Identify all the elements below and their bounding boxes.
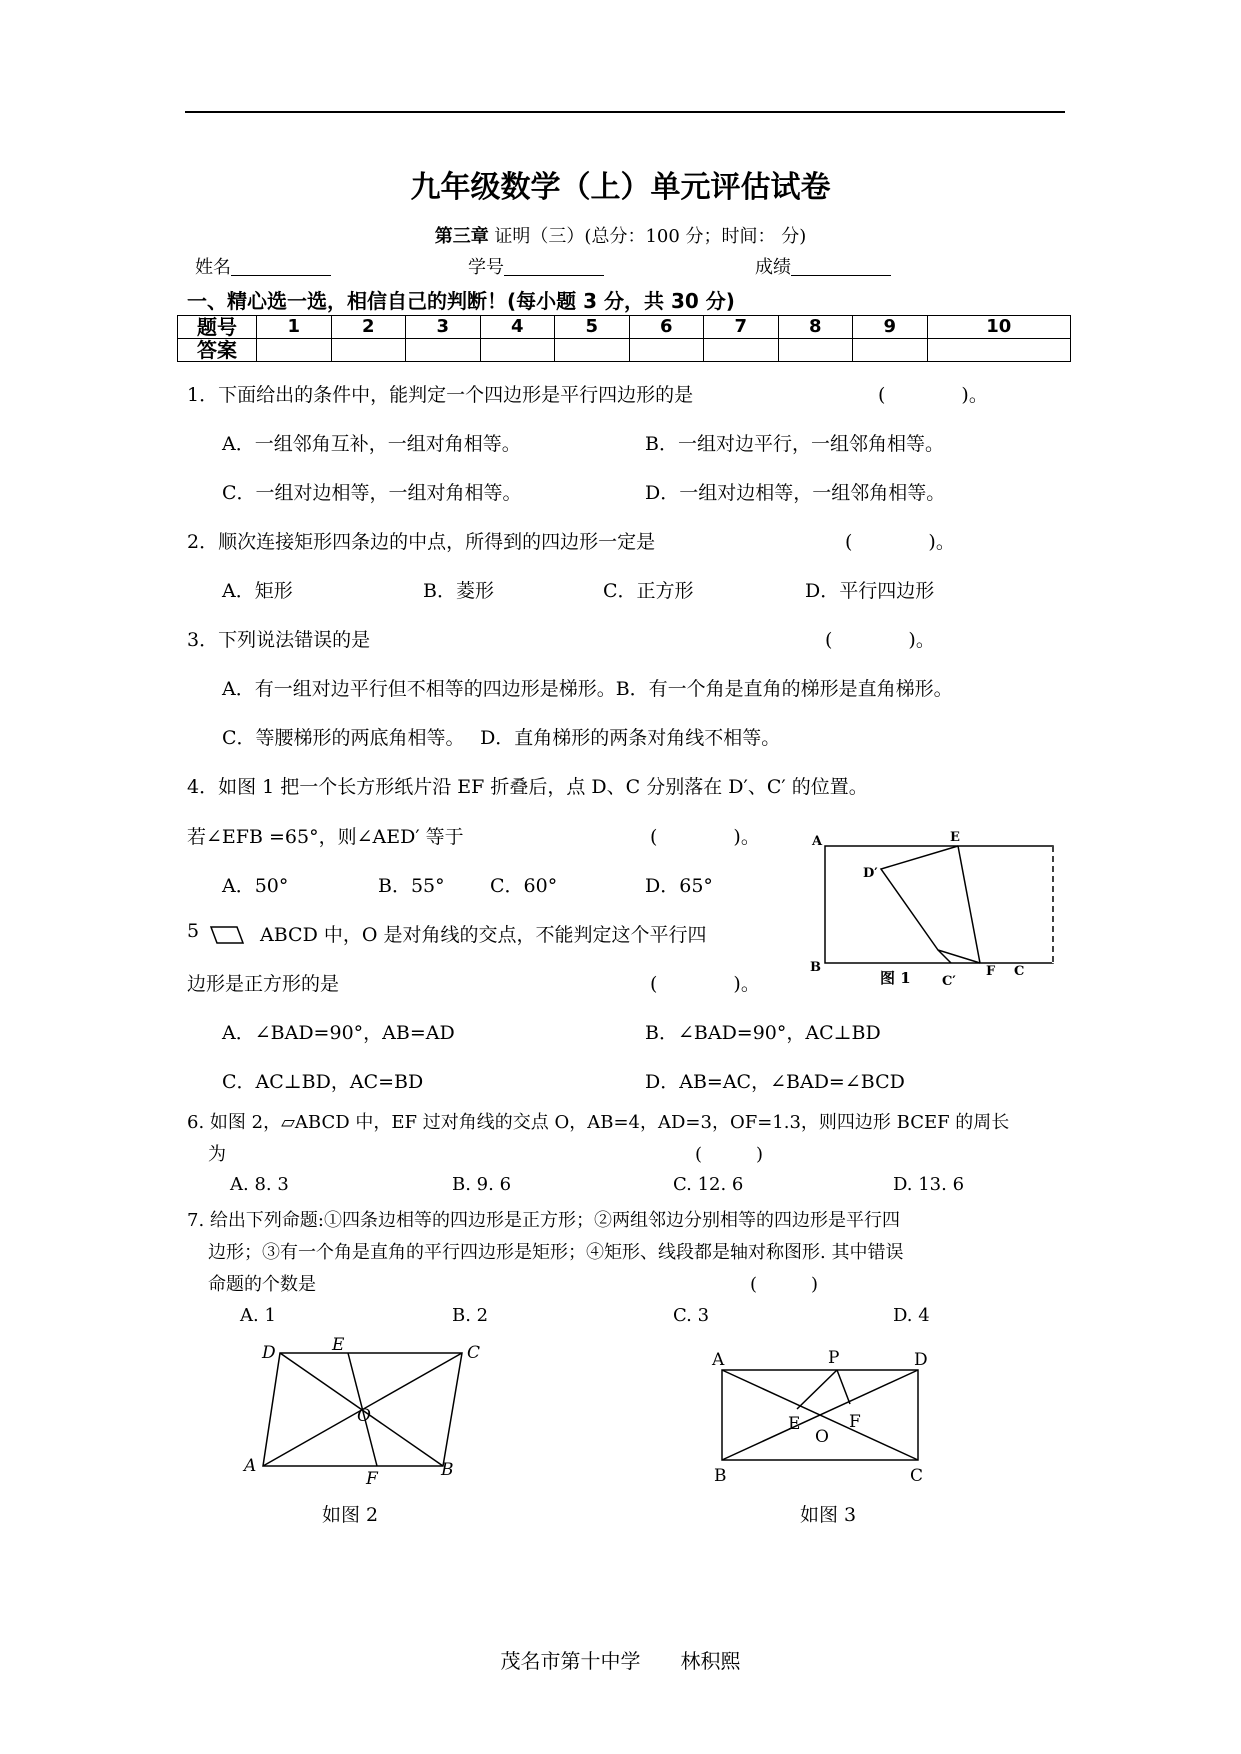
fig1-fold-line xyxy=(958,846,980,963)
q2-option-b: B．菱形 xyxy=(423,580,494,602)
q7-option-c: C. 3 xyxy=(673,1305,710,1326)
question-number: 6 xyxy=(629,316,704,339)
fig3-label-o: O xyxy=(815,1427,829,1447)
answer-table-answer-row xyxy=(178,339,1071,362)
name-blank[interactable] xyxy=(231,257,331,276)
fig3-label-b: B xyxy=(714,1466,727,1486)
exam-title: 九年级数学（上）单元评估试卷 xyxy=(410,170,831,205)
q2-option-d: D．平行四边形 xyxy=(805,580,935,602)
fig2-label-b: B xyxy=(441,1460,454,1480)
q1-answer-paren: ( )。 xyxy=(878,384,988,406)
q1-option-a: A．一组邻角互补，一组对角相等。 xyxy=(222,433,521,455)
answer-cell[interactable] xyxy=(480,339,555,362)
figure-1 xyxy=(800,825,1040,989)
q7-option-a: A. 1 xyxy=(240,1305,276,1326)
fig3-label-f: F xyxy=(849,1412,861,1432)
answer-cell[interactable] xyxy=(555,339,630,362)
q2-answer-paren: ( )。 xyxy=(845,531,955,553)
id-field[interactable] xyxy=(468,253,604,279)
fig3-label-d: D xyxy=(914,1350,928,1370)
answer-cell[interactable] xyxy=(778,339,853,362)
q1-option-d: D．一组对边相等，一组邻角相等。 xyxy=(645,482,946,504)
answer-table xyxy=(177,315,1071,362)
fig3-label-a: A xyxy=(712,1350,725,1370)
answer-row-label: 答案 xyxy=(178,339,257,362)
chapter-label: 第三章 xyxy=(434,226,489,247)
q3-options-ab: A．有一组对边平行但不相等的四边形是梯形。B．有一个角是直角的梯形是直角梯形。 xyxy=(222,678,953,700)
answer-cell[interactable] xyxy=(927,339,1071,362)
fig1-folded-flap xyxy=(881,846,980,963)
question-number: 1 xyxy=(257,316,332,339)
chapter-info: 证明（三）(总分：100 分；时间： 分) xyxy=(488,226,807,247)
q5-stem: ABCD 中，O 是对角线的交点，不能判定这个平行四 xyxy=(260,924,707,946)
q2-option-a: A．矩形 xyxy=(222,580,293,602)
q4-stem-line2: 若∠EFB =65°，则∠AED′ 等于 xyxy=(187,826,464,848)
q2-stem: 2．顺次连接矩形四条边的中点，所得到的四边形一定是 xyxy=(187,531,656,553)
name-label: 姓名 xyxy=(195,257,231,278)
fig3-segment-pe xyxy=(797,1370,837,1409)
page-footer: 茂名市第十中学 林积熙 xyxy=(500,1649,741,1673)
fig1-label-b: B xyxy=(810,960,821,975)
q6-option-b: B. 9. 6 xyxy=(452,1174,512,1195)
fig1-label-a: A xyxy=(812,834,823,849)
fig2-label-e: E xyxy=(332,1335,345,1355)
fig3-label-p: P xyxy=(828,1348,840,1368)
exam-subtitle xyxy=(0,222,1241,248)
figure-2 xyxy=(240,1335,490,1489)
fig2-caption: 如图 2 xyxy=(322,1504,379,1526)
q7-stem: 7. 给出下列命题:①四条边相等的四边形是正方形；②两组邻边分别相等的四边形是平行四 xyxy=(187,1210,900,1231)
answer-cell[interactable] xyxy=(853,339,928,362)
answer-cell[interactable] xyxy=(629,339,704,362)
q5-option-a: A．∠BAD=90°，AB=AD xyxy=(222,1022,455,1044)
fig2-label-c: C xyxy=(467,1343,481,1363)
question-number: 7 xyxy=(704,316,779,339)
q6-stem: 6. 如图 2，▱ABCD 中，EF 过对角线的交点 O，AB=4，AD=3，OF=1.3，则四边形 BCEF 的周长 xyxy=(187,1112,1010,1133)
q4-option-b: B．55° xyxy=(378,875,445,897)
fig1-caption: 图 1 xyxy=(880,969,911,987)
answer-cell[interactable] xyxy=(704,339,779,362)
fig2-label-o: O xyxy=(357,1406,371,1426)
answer-table-number-row xyxy=(178,316,1071,339)
answer-cell[interactable] xyxy=(406,339,481,362)
q6-answer-paren: ( ) xyxy=(695,1144,764,1165)
question-number: 3 xyxy=(406,316,481,339)
q5-option-b: B．∠BAD=90°，AC⊥BD xyxy=(645,1022,881,1044)
question-number: 2 xyxy=(331,316,406,339)
q7-option-d: D. 4 xyxy=(893,1305,930,1326)
fig1-label-c: C xyxy=(1014,964,1025,979)
question-number: 5 xyxy=(555,316,630,339)
fig3-label-c: C xyxy=(910,1466,924,1486)
section-heading: 一、精心选一选，相信自己的判断！(每小题 3 分，共 30 分) xyxy=(187,289,735,313)
fig3-label-e: E xyxy=(788,1414,801,1434)
fig1-label-f: F xyxy=(986,964,996,979)
q1-option-c: C．一组对边相等，一组对角相等。 xyxy=(222,482,522,504)
score-blank[interactable] xyxy=(791,257,891,276)
figure-3 xyxy=(700,1340,940,1490)
q6-option-d: D. 13. 6 xyxy=(893,1174,965,1195)
fig1-rectangle xyxy=(825,846,1053,963)
q3-stem: 3．下列说法错误的是 xyxy=(187,629,371,651)
q4-answer-paren: ( )。 xyxy=(650,826,760,848)
q4-option-d: D．65° xyxy=(645,875,713,897)
fig1-label-cprime: C′ xyxy=(942,974,956,989)
q4-option-c: C．60° xyxy=(490,875,558,897)
question-number: 10 xyxy=(927,316,1071,339)
q5-answer-paren: ( )。 xyxy=(650,973,760,995)
q7-option-b: B. 2 xyxy=(452,1305,489,1326)
id-blank[interactable] xyxy=(504,257,604,276)
q6-option-c: C. 12. 6 xyxy=(673,1174,744,1195)
q5-stem-line2: 边形是正方形的是 xyxy=(187,973,340,995)
answer-cell[interactable] xyxy=(257,339,332,362)
answer-cell[interactable] xyxy=(331,339,406,362)
q7-answer-paren: ( ) xyxy=(750,1274,819,1295)
q6-option-a: A. 8. 3 xyxy=(230,1174,289,1195)
q2-option-c: C．正方形 xyxy=(603,580,694,602)
fig3-segment-pf xyxy=(837,1370,850,1404)
fig2-label-a: A xyxy=(244,1456,257,1476)
q6-stem-line2: 为 xyxy=(208,1144,226,1165)
id-label: 学号 xyxy=(468,257,504,278)
question-number: 9 xyxy=(853,316,928,339)
q7-stem-line3: 命题的个数是 xyxy=(208,1274,316,1295)
top-rule xyxy=(185,111,1065,113)
question-number: 4 xyxy=(480,316,555,339)
fig1-label-dprime: D′ xyxy=(863,866,878,881)
q5-option-c: C．AC⊥BD，AC=BD xyxy=(222,1071,424,1093)
name-field[interactable] xyxy=(195,253,331,279)
q1-option-b: B．一组对边平行，一组邻角相等。 xyxy=(645,433,944,455)
q4-stem: 4．如图 1 把一个长方形纸片沿 EF 折叠后，点 D、C 分别落在 D′、C′ 的位置。 xyxy=(187,776,868,798)
fig2-label-f: F xyxy=(366,1469,378,1489)
parallelogram-icon xyxy=(207,923,247,947)
q1-stem: 1．下面给出的条件中，能判定一个四边形是平行四边形的是 xyxy=(187,384,694,406)
q5-number: 5 xyxy=(187,920,200,942)
score-field[interactable] xyxy=(755,253,891,279)
fig3-caption: 如图 3 xyxy=(800,1504,857,1526)
q3-answer-paren: ( )。 xyxy=(825,629,935,651)
question-number: 8 xyxy=(778,316,853,339)
fig1-label-e: E xyxy=(950,830,960,845)
q3-options-cd: C．等腰梯形的两底角相等。 D．直角梯形的两条对角线不相等。 xyxy=(222,727,781,749)
fig2-label-d: D xyxy=(262,1343,276,1363)
q5-option-d: D．AB=AC，∠BAD=∠BCD xyxy=(645,1071,905,1093)
q4-option-a: A．50° xyxy=(222,875,289,897)
score-label: 成绩 xyxy=(755,257,791,278)
number-row-label: 题号 xyxy=(178,316,257,339)
q7-stem-line2: 边形；③有一个角是直角的平行四边形是矩形；④矩形、线段都是轴对称图形. 其中错误 xyxy=(208,1242,904,1263)
